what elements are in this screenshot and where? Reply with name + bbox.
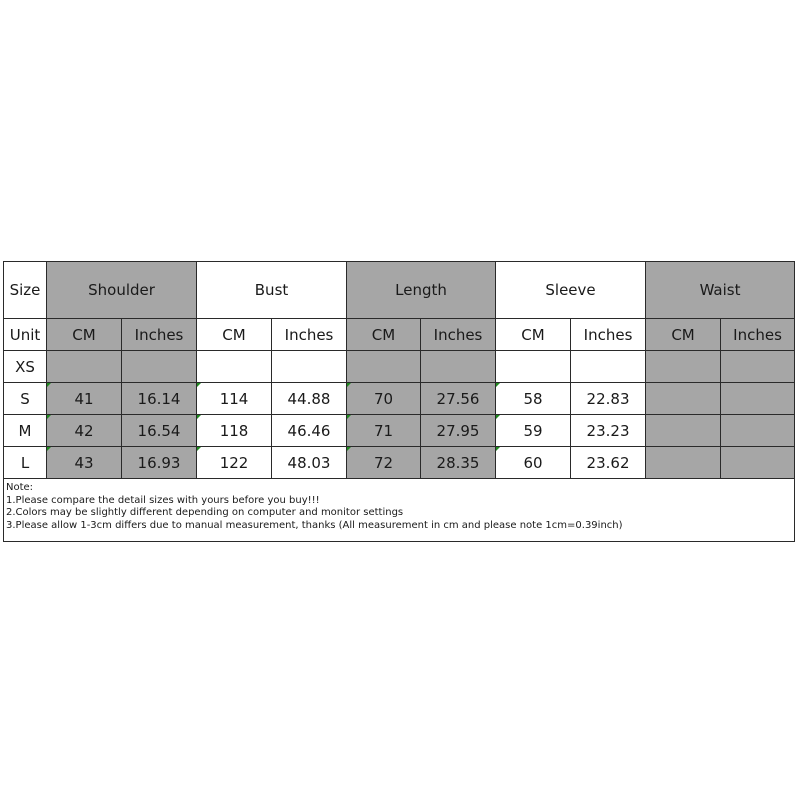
value-cell: [646, 383, 721, 415]
value-cell: [721, 351, 795, 383]
size-chart: [3, 261, 794, 542]
value-cell: [421, 351, 496, 383]
value-cell: 16.14: [122, 383, 197, 415]
shoulder-cm-unit: CM: [47, 319, 122, 351]
size-cell: L: [4, 447, 47, 479]
value-cell: 23.23: [571, 415, 646, 447]
value-cell: [197, 351, 272, 383]
value-cell: 43: [47, 447, 122, 479]
table-row-l: [4, 447, 795, 479]
sleeve-header: Sleeve: [496, 262, 646, 319]
size-cell: M: [4, 415, 47, 447]
value-cell: [122, 351, 197, 383]
value-cell: 42: [47, 415, 122, 447]
waist-header: Waist: [646, 262, 795, 319]
value-cell: [272, 351, 347, 383]
value-cell: 58: [496, 383, 571, 415]
value-cell: 27.95: [421, 415, 496, 447]
length-inches-unit: Inches: [421, 319, 496, 351]
value-cell: 16.93: [122, 447, 197, 479]
size-cell: S: [4, 383, 47, 415]
shoulder-inches-unit: Inches: [122, 319, 197, 351]
length-header: Length: [347, 262, 496, 319]
table-row-m: [4, 415, 795, 447]
value-cell: [347, 351, 421, 383]
value-cell: 114: [197, 383, 272, 415]
value-cell: [721, 447, 795, 479]
value-cell: 44.88: [272, 383, 347, 415]
value-cell: 48.03: [272, 447, 347, 479]
size-cell: XS: [4, 351, 47, 383]
value-cell: [646, 447, 721, 479]
table-row-s: [4, 383, 795, 415]
bust-inches-unit: Inches: [272, 319, 347, 351]
value-cell: [721, 383, 795, 415]
waist-cm-unit: CM: [646, 319, 721, 351]
waist-inches-unit: Inches: [721, 319, 795, 351]
sleeve-cm-unit: CM: [496, 319, 571, 351]
value-cell: 72: [347, 447, 421, 479]
unit-header: Unit: [4, 319, 47, 351]
value-cell: [646, 351, 721, 383]
value-cell: 46.46: [272, 415, 347, 447]
length-cm-unit: CM: [347, 319, 421, 351]
sleeve-inches-unit: Inches: [571, 319, 646, 351]
value-cell: 59: [496, 415, 571, 447]
table-row-xs: [4, 351, 795, 383]
value-cell: 70: [347, 383, 421, 415]
value-cell: 118: [197, 415, 272, 447]
value-cell: 23.62: [571, 447, 646, 479]
value-cell: 27.56: [421, 383, 496, 415]
value-cell: 28.35: [421, 447, 496, 479]
value-cell: [646, 415, 721, 447]
note-line-3: 3.Please allow 1-3cm differs due to manual measurement, thanks (All measurement in cm and please note 1cm=0.39inch): [6, 519, 623, 531]
value-cell: 71: [347, 415, 421, 447]
notes-block: [4, 479, 795, 542]
notes-row: [4, 479, 795, 542]
size-table: [3, 261, 795, 542]
header-row: [4, 262, 795, 319]
value-cell: 41: [47, 383, 122, 415]
value-cell: 22.83: [571, 383, 646, 415]
value-cell: 122: [197, 447, 272, 479]
bust-header: Bust: [197, 262, 347, 319]
value-cell: [47, 351, 122, 383]
value-cell: 60: [496, 447, 571, 479]
value-cell: [496, 351, 571, 383]
value-cell: [721, 415, 795, 447]
bust-cm-unit: CM: [197, 319, 272, 351]
notes-title: Note:: [6, 482, 34, 493]
size-header: Size: [4, 262, 47, 319]
value-cell: [571, 351, 646, 383]
unit-row: [4, 319, 795, 351]
value-cell: 16.54: [122, 415, 197, 447]
note-line-1: 1.Please compare the detail sizes with yours before you buy!!!: [6, 494, 320, 506]
shoulder-header: Shoulder: [47, 262, 197, 319]
note-line-2: 2.Colors may be slightly different depending on computer and monitor settings: [6, 507, 404, 518]
